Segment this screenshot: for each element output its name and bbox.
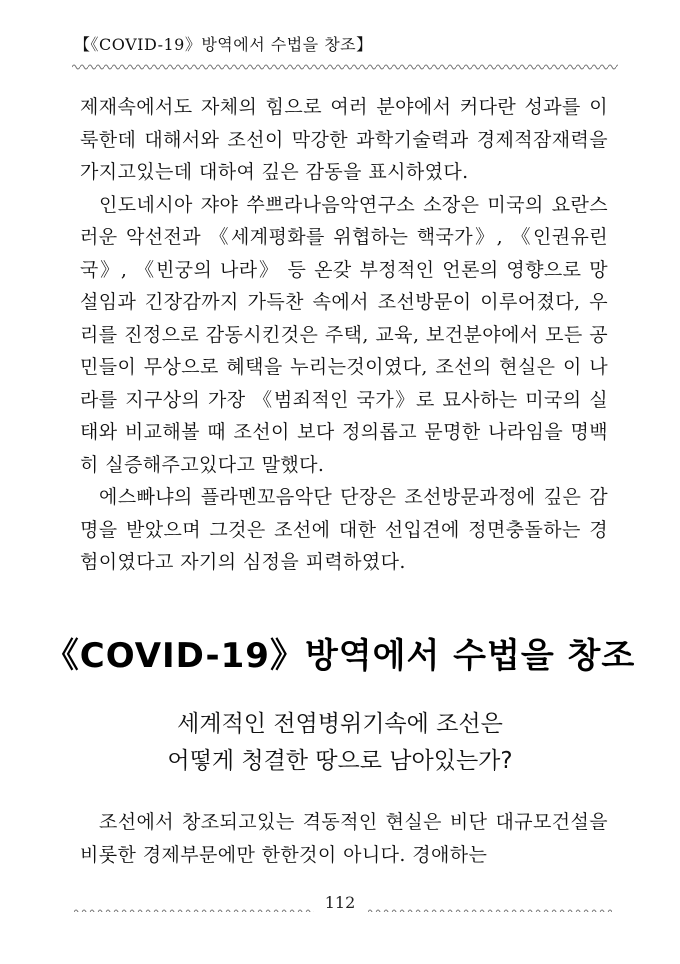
section-opening-paragraph: 조선에서 창조되고있는 격동적인 현실은 비단 대규모건설을 비롯한 경제부문에만 한한것이 아니다. 경애하는: [80, 811, 608, 866]
body-text-top: [80, 91, 608, 579]
subtitle-line-1: 세계적인 전염병위기속에 조선은: [177, 711, 503, 737]
header-wavy-rule: [72, 62, 618, 72]
header-wave-ornament: [72, 62, 618, 72]
paragraph-2: 인도네시아 쟈야 쑤쁘라나음악연구소 소장은 미국의 요란스러운 악선전과 《세계평화를 위협하는 핵국가》, 《인권유린국》, 《빈궁의 나라》 등 온갖 부정적인 언론의 영향으로 망설임과 긴장감까지 가득찬 속에서 조선방문이 이루어졌다, 우리를 진정으로 감동시킨것은 주택, 교육, 보건분야에서 모든 공민들이 무상으로 혜택을 누리는것이였다, 조선의 현실은 이 나라를 지구상의 가장 《범죄적인 국가》로 묘사하는 미국의 실태와 비교해볼 때 조선이 보다 정의롭고 문명한 나라임을 명백히 실증해주고있다고 말했다.: [80, 193, 608, 476]
page-number: 112: [324, 893, 356, 912]
section-title: 《COVID-19》방역에서 수법을 창조: [44, 636, 636, 676]
paragraph-1: 제재속에서도 자체의 힘으로 여러 분야에서 커다란 성과를 이룩한데 대해서와 조선이 막강한 과학기술력과 경제적잠재력을 가지고있는데 대하여 깊은 감동을 표시하였다.: [80, 96, 608, 183]
running-header: 【《COVID-19》방역에서 수법을 창조】: [74, 35, 373, 54]
paragraph-3: 에스빠냐의 플라멘꼬음악단 단장은 조선방문과정에 깊은 감명을 받았으며 그것은 조선에 대한 선입견에 정면충돌하는 경험이였다고 자기의 심정을 피력하였다.: [80, 486, 608, 573]
subtitle-line-2: 어떻게 청결한 땅으로 남아있는가?: [167, 748, 513, 774]
section-subtitle: [0, 706, 680, 780]
footer-wave-right: [368, 902, 612, 912]
body-text-section: [80, 806, 608, 871]
footer-wave-ornament-right: [368, 907, 612, 912]
